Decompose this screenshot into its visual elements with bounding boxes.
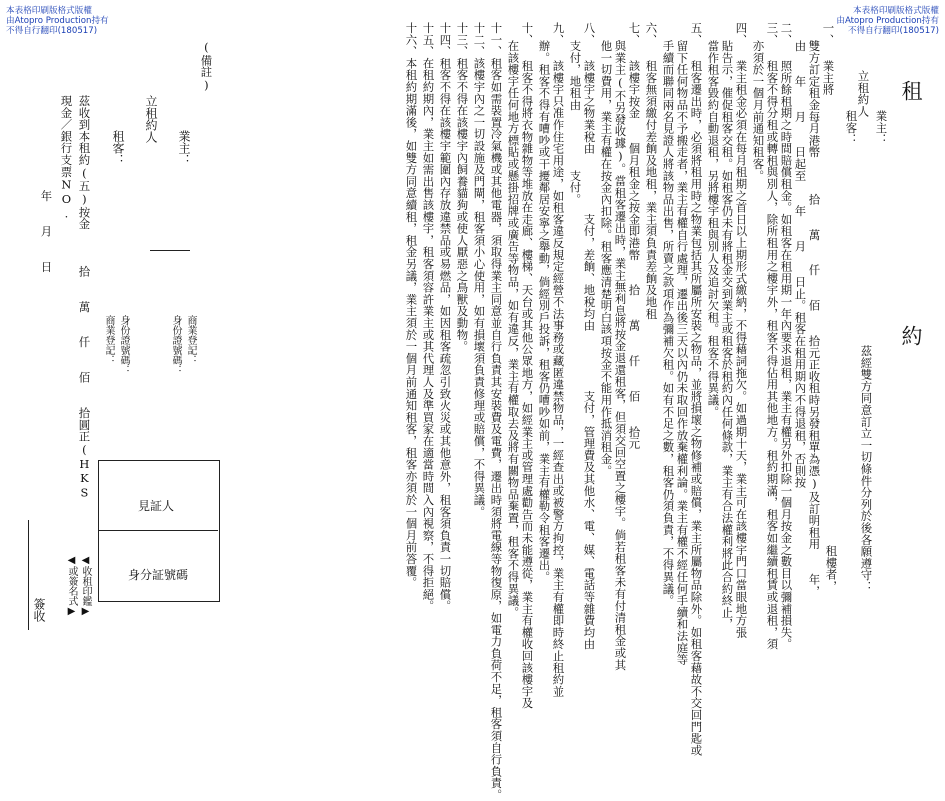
title-char-2: [900, 325, 921, 385]
clause-column: [689, 22, 704, 757]
tenant-label: [844, 110, 859, 210]
clause-column: [779, 22, 794, 650]
tenant-br-text: 商業登記：: [103, 315, 114, 365]
lessor-text: 立租約人: [856, 70, 871, 118]
witness-label: 見証人: [138, 499, 175, 513]
agreement-statement: [859, 345, 874, 635]
clause-text: 十二、該樓宇內之一切設施及門閘，租客須小心使用，如有損壞須負責修理或賠償，不得異議。: [472, 22, 487, 518]
clause-text: 貼告示，催促租客交租。如租客仍未有將租金交到業主或租客於租約內任何條款，業主有合法權利將此合約終止，: [720, 40, 735, 630]
landlord-text: 業主：: [874, 110, 889, 146]
clause-column: [613, 40, 628, 671]
notice-line: 由Atopro Production持有: [6, 16, 109, 26]
clause-column: [661, 40, 676, 650]
tenant-id-text: 身份證號碼：: [118, 315, 129, 375]
clause-text: 在該樓宇任何地方標貼或懸掛招牌或廣告等物品，如有違反，業主有權取去及將有關物品棄置，租客不得異議。: [506, 40, 521, 619]
date-text: 年 月 日: [39, 190, 54, 273]
receipt-line: [77, 95, 92, 555]
tenant-br-label: [103, 315, 113, 405]
clause-column: [734, 22, 749, 650]
title-text: 約: [899, 325, 923, 348]
payment-method-text: 現金／銀行支票NO.: [59, 95, 74, 221]
clause-text: 手續而聯同兩名見證人將該物品出售，所賣之款項作為彌補欠租。如有不足之數，租客仍須負責，不得異議。: [661, 40, 676, 607]
clause-column: [506, 40, 521, 650]
clause-text: 十三、租客不得在該樓宇內飼養貓狗或使人厭惡之鳥獸及動物。: [455, 22, 470, 353]
clause-column: [720, 40, 735, 650]
clause-column: [751, 40, 766, 650]
notice-line: 由Atopro Production持有: [836, 16, 939, 26]
clause-text: 雙方訂定租金每月港幣 拾 萬 仟 佰 拾元正收租時另發租單為憑)及訂明租用 年，: [807, 40, 822, 598]
clause-column: [404, 22, 419, 650]
title-char-1: [900, 80, 921, 240]
clause-text: 與業主(不另發收據)。當租客遷出時，業主無利息將按金退還租客，但須交回空置之樓宇。倘若租客未有付清租金或其: [613, 40, 628, 671]
witness-id-label: 身分証號碼: [128, 568, 189, 582]
clause-column: [568, 40, 583, 650]
clause-column: [438, 22, 453, 650]
sign-alt-text: ◀或簽名式▶: [66, 555, 77, 617]
notice-line: 本表格印刷版格式版權: [6, 6, 92, 16]
clause-text: 十六、本租約期滿後，如雙方同意續租，租金另議，業主須於一個月前通知租客，租客亦須於一個月前答覆。: [404, 22, 419, 589]
date-line: [39, 190, 54, 370]
clause-text: 支付，地租由 支付。: [568, 40, 583, 206]
clause-column: [599, 40, 614, 650]
notice-line: 不得自行翻印(180517): [6, 26, 98, 36]
payment-method-line: [59, 95, 74, 295]
clause-text: 二、 照所餘租期之時間賠償租金。如租客在租用期一年內要求退租，業主有權另外扣除一個月按金之數目以彌補損失。: [779, 22, 794, 650]
notice-line: 不得自行翻印(180517): [847, 26, 939, 36]
clause-column: [472, 22, 487, 650]
clause-text: 四、 業主租金必須在每月租期之首日以上期形式繳納，不得藉詞拖欠。如過期十天，業主可在該樓宇門口當眼地方張: [734, 22, 749, 639]
underline: [150, 250, 190, 251]
tenant-text: 租客：: [844, 110, 859, 146]
clause-text: 十一、租客如需裝置冷氣機或其他電器，須取得業主同意並自行負責其安裝費及電費，遷出時須將電線等物復原，如電力負荷不足，租客須自行負責。: [489, 22, 504, 801]
landlord-br-text: 商業登記：: [185, 315, 196, 365]
clause-column: [489, 22, 504, 801]
sig-tenant-text: 租客：: [111, 130, 125, 166]
remarks-text: (備註): [199, 40, 214, 93]
clause-text: 六、 租客無須繳付差餉及地租，業主須負責差餉及地租: [644, 22, 659, 320]
stamp-text: ◀收租印鑑▶: [80, 555, 91, 617]
clause-column: [821, 22, 836, 522]
clause-text: 七、 該樓宇按金 個月租金之按金即港幣 拾 萬 仟 佰 拾元: [627, 22, 642, 450]
clause-column: [455, 22, 470, 650]
clause-column: [706, 40, 721, 650]
sign-receive-label: [33, 598, 45, 638]
clause-text: 八、 該樓宇之物業稅由 支付，差餉、地稅均由 支付，管理費及其他水、電、媒、電話等雜費均由: [582, 22, 597, 650]
clause-text: 十四、租客不得在該樓宇範圍內存放違禁品或易燃品，如因租客疏忽引致火災或其他意外，租客須負責一切賠償。: [438, 22, 453, 612]
clause-column: [644, 22, 659, 650]
receipt-text: 茲收到本租約(五)按金 拾 萬 仟 佰 拾圓正(HKS: [77, 95, 92, 500]
stamp-label: [80, 555, 90, 630]
parties-note-text: 租樓者，: [824, 545, 839, 593]
clause-column: [537, 40, 552, 650]
clause-text: 九、 該樓宇只准作住宅用途，如租客違反規定經營不法事務或藏匿違禁物品，一經查出或被警方拘控，業主有權即時終止租約並: [551, 22, 566, 698]
title-text: 租: [899, 80, 923, 103]
clause-column: [793, 40, 808, 650]
clause-text: 當作租客毀約自動退租，另將樓宇租與別人及追討欠租。租客不得異議。: [706, 40, 721, 418]
sign-receive-text: 簽收: [32, 598, 46, 622]
sig-lessor-label: [145, 95, 157, 195]
clause-text: 辦。租客不得有嘈吵或干擾鄰居安寧之舉動，倘經別戶投訴，租客仍嘈吵如前，業主有權勒令租客遷出。: [537, 40, 552, 583]
signature-line: [28, 520, 29, 630]
notice-line: 本表格印刷版格式版權: [853, 6, 939, 16]
clause-column: [675, 40, 690, 666]
clause-column: [807, 40, 822, 650]
sig-lessor-text: 立租約人: [144, 95, 158, 143]
clause-text: 五、 租客遷出時，必須將租用時之物業包括其所屬所安裝之物品，並將損壞之物修補或賠償，業主所屬物品除外。如租客藉故不交回門匙或: [689, 22, 704, 757]
copyright-notice-left: [6, 6, 109, 36]
tenant-id-label: [118, 315, 128, 405]
clause-column: [421, 22, 436, 650]
clause-text: 他一切費用，業主有權在按金內扣除。租客應清楚明白該項按金不能用作抵消租金。: [599, 40, 614, 477]
clause-column: [551, 22, 566, 698]
agreement-text: 茲經雙方同意訂立一切條件分列於後各願遵守：: [859, 345, 874, 593]
clause-text: 由 年 月 日起至 年 月 日止。租客在租用期內不得退租，否則按: [793, 40, 808, 489]
parties-note: [824, 545, 839, 625]
landlord-id-text: 身份證號碼：: [170, 315, 181, 375]
landlord-id-label: [170, 315, 180, 405]
clause-text: 留下任何物品不予搬走者，業主有權自行處理，遷出後三天以內仍未取回作放棄權利論。業主有權不經任何手續和法庭等: [675, 40, 690, 666]
clause-column: [582, 22, 597, 650]
clause-text: 十五、在租約期內，業主如需出售該樓宇，租客須容許業主或其代理人及準買家在適當時間入內視察，不得拒絕。: [421, 22, 436, 612]
clause-column: [627, 22, 642, 650]
landlord-label: [874, 110, 889, 210]
remarks-label: [199, 40, 214, 140]
clause-text: 一、 業主將: [821, 22, 836, 96]
copyright-notice-right: [836, 6, 939, 36]
clause-column: [765, 22, 780, 650]
witness-divider: [98, 530, 218, 531]
landlord-br-label: [185, 315, 195, 405]
lessor-label: [856, 70, 871, 190]
clause-text: 亦須於一個月前通知租客。: [751, 40, 766, 182]
sig-landlord-text: 業主：: [177, 130, 191, 166]
sig-landlord-label: [178, 130, 190, 210]
clause-text: 三、 租客不得分租或轉租與別人，除所租用之樓宇外，租客不得佔用其他地方。租約期滿，租客如繼續租賃或退租，須: [765, 22, 780, 650]
clause-column: [520, 22, 535, 709]
sig-tenant-label: [112, 130, 124, 210]
sign-alt-label: [66, 555, 76, 630]
clause-text: 十、 租客不得將衣物雜物等堆放在走廊、樓梯、天台或其他公眾地方，如經業主或管理處勸告而未能遵從，業主有權收回該樓宇及: [520, 22, 535, 709]
